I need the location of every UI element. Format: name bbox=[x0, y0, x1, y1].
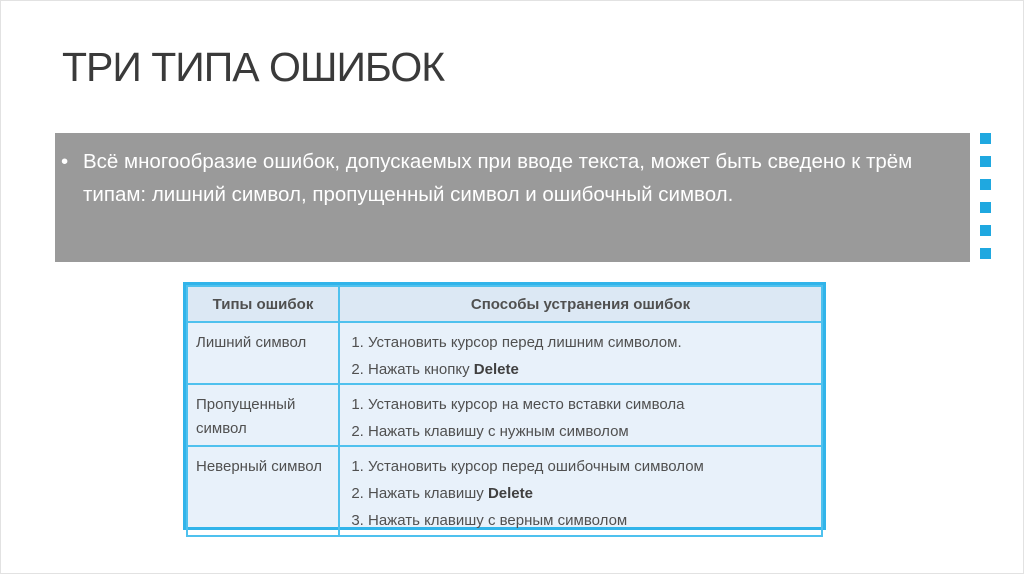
fix-methods-cell bbox=[339, 446, 822, 536]
table bbox=[186, 285, 823, 537]
steps-list bbox=[346, 391, 817, 445]
error-type-cell: Пропущенный символ bbox=[187, 384, 339, 446]
fix-methods-cell bbox=[339, 384, 822, 446]
table-row bbox=[187, 446, 822, 536]
decorative-squares bbox=[980, 133, 992, 271]
list-item: 1. Установить курсор на место вставки символа bbox=[368, 391, 817, 418]
bullet-dot-icon: • bbox=[61, 150, 69, 173]
bullet-text: Всё многообразие ошибок, допускаемых при вводе текста, может быть сведено к трём типам: лишний символ, пропущенный символ и ошибочный символ. bbox=[83, 150, 913, 206]
steps-list bbox=[346, 329, 817, 383]
header-fix-methods: Способы устранения ошибок bbox=[339, 286, 822, 322]
slide-title: ТРИ ТИПА ОШИБОК bbox=[62, 44, 445, 90]
error-type-cell: Неверный символ bbox=[187, 446, 339, 536]
square-icon bbox=[980, 156, 991, 167]
error-types-table bbox=[183, 282, 826, 530]
bullet-item bbox=[61, 145, 963, 211]
list-item: 2. Нажать клавишу Delete bbox=[368, 480, 817, 507]
table-row bbox=[187, 322, 822, 384]
header-error-types: Типы ошибок bbox=[187, 286, 339, 322]
table-header-row bbox=[187, 286, 822, 322]
square-icon bbox=[980, 133, 991, 144]
fix-methods-cell bbox=[339, 322, 822, 384]
square-icon bbox=[980, 179, 991, 190]
list-item: 3. Нажать клавишу с верным символом bbox=[368, 507, 817, 534]
bullet-panel bbox=[55, 133, 970, 262]
table-row bbox=[187, 384, 822, 446]
list-item: 1. Установить курсор перед лишним символом. bbox=[368, 329, 817, 356]
list-item: 1. Установить курсор перед ошибочным символом bbox=[368, 453, 817, 480]
square-icon bbox=[980, 225, 991, 236]
error-type-cell: Лишний символ bbox=[187, 322, 339, 384]
square-icon bbox=[980, 248, 991, 259]
square-icon bbox=[980, 202, 991, 213]
list-item: 2. Нажать клавишу с нужным символом bbox=[368, 418, 817, 445]
list-item: 2. Нажать кнопку Delete bbox=[368, 356, 817, 383]
steps-list bbox=[346, 453, 817, 534]
